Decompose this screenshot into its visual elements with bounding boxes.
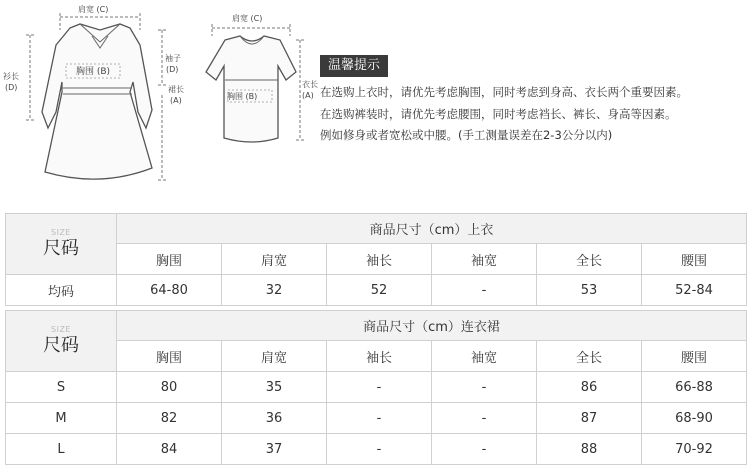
dress-skirt-code: (A): [170, 96, 182, 105]
cell: 70-92: [642, 434, 747, 465]
top-table-title: 商品尺寸（cm）上衣: [117, 214, 747, 244]
col-header-chest: 胸围: [117, 244, 222, 275]
tee-length-code: (A): [302, 91, 314, 100]
cell: -: [327, 403, 432, 434]
table-row: [6, 275, 747, 306]
cell: 53: [537, 275, 642, 306]
cell: -: [432, 275, 537, 306]
row-size: L: [6, 434, 117, 465]
top-size-table: [5, 213, 747, 306]
cell: 80: [117, 372, 222, 403]
cell: 68-90: [642, 403, 747, 434]
col-header-total-length: 全长: [537, 244, 642, 275]
col-header-sleeve-length: 袖长: [327, 341, 432, 372]
col-header-waist: 腰围: [642, 341, 747, 372]
tee-diagram: [190, 0, 320, 160]
tip-line-3: 例如修身或者宽松或中腰。(手工测量误差在2-3公分以内): [320, 128, 613, 142]
col-header-shoulder: 肩宽: [222, 341, 327, 372]
cell: -: [327, 372, 432, 403]
table-row: [6, 434, 747, 465]
cell: 87: [537, 403, 642, 434]
cell: 52-84: [642, 275, 747, 306]
cell: -: [432, 434, 537, 465]
tee-length-label: 衣长: [302, 80, 318, 89]
cell: 35: [222, 372, 327, 403]
dress-diagram: [0, 0, 184, 200]
dress-illustration: [0, 0, 170, 200]
col-header-sleeve-length: 袖长: [327, 244, 432, 275]
col-header-shoulder: 肩宽: [222, 244, 327, 275]
size-en-label: SIZE: [51, 228, 71, 237]
col-header-chest: 胸围: [117, 341, 222, 372]
dress-size-table: [5, 310, 747, 465]
cell: 84: [117, 434, 222, 465]
size-header-cell: [6, 311, 117, 372]
col-header-total-length: 全长: [537, 341, 642, 372]
cell: 52: [327, 275, 432, 306]
tee-shoulder-label: 肩宽 (C): [232, 14, 263, 23]
cell: -: [327, 434, 432, 465]
table-row: [6, 403, 747, 434]
col-header-waist: 腰围: [642, 244, 747, 275]
cell: -: [432, 403, 537, 434]
cell: -: [432, 372, 537, 403]
row-size: M: [6, 403, 117, 434]
row-size: 均码: [6, 275, 117, 306]
dress-shoulder-label: 肩宽 (C): [78, 5, 109, 14]
tip-line-2: 在选购裤装时，请优先考虑腰围，同时考虑裆长、裤长、身高等因素。: [320, 107, 677, 121]
dress-sleeve-label: 袖子: [165, 54, 181, 63]
cell: 66-88: [642, 372, 747, 403]
dress-skirt-label: 裙长: [168, 85, 184, 94]
tip-line-1: 在选购上衣时，请优先考虑胸围，同时考虑到身高、衣长两个重要因素。: [320, 85, 688, 99]
table-row: [6, 372, 747, 403]
dress-sleeve-code: (D): [166, 65, 179, 74]
col-header-sleeve-width: 袖宽: [432, 244, 537, 275]
cell: 86: [537, 372, 642, 403]
size-cn-label: 尺码: [43, 238, 79, 259]
cell: 82: [117, 403, 222, 434]
size-en-label: SIZE: [51, 325, 71, 334]
row-size: S: [6, 372, 117, 403]
cell: 37: [222, 434, 327, 465]
dress-length-label: 衫长: [3, 72, 19, 81]
cell: 64-80: [117, 275, 222, 306]
col-header-sleeve-width: 袖宽: [432, 341, 537, 372]
cell: 36: [222, 403, 327, 434]
dress-length-code: (D): [5, 83, 18, 92]
tips-title: 温馨提示: [320, 55, 388, 77]
tee-illustration: [190, 0, 320, 160]
dress-table-title: 商品尺寸（cm）连衣裙: [117, 311, 747, 341]
dress-chest-label: 胸围 (B): [76, 67, 111, 77]
cell: 88: [537, 434, 642, 465]
tee-chest-label: 胸围 (B): [227, 92, 258, 101]
size-cn-label: 尺码: [43, 335, 79, 356]
size-header-cell: [6, 214, 117, 275]
cell: 32: [222, 275, 327, 306]
